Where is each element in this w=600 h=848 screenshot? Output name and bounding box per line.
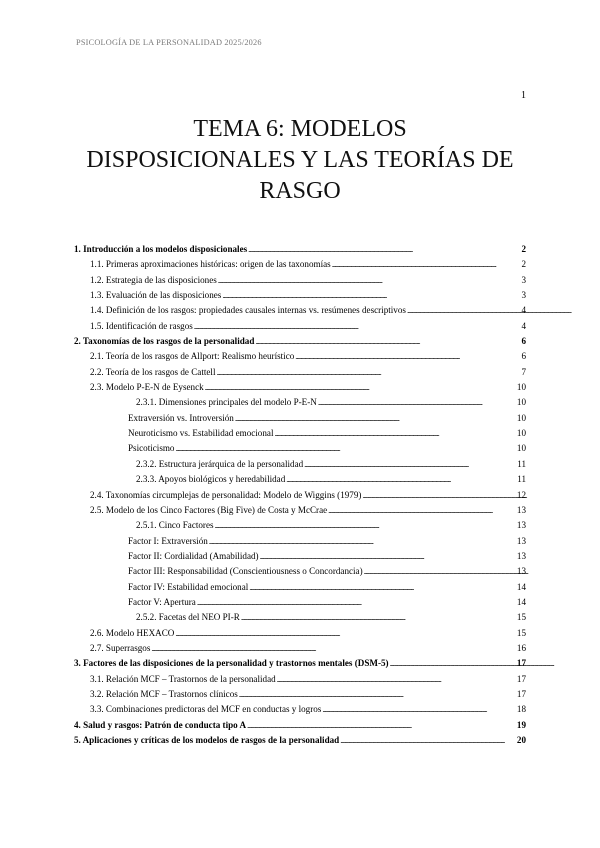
toc-entry[interactable] [74,275,526,290]
toc-entry-page: 13 [516,550,526,561]
toc-entry[interactable] [74,658,526,673]
toc-entry-label: 2.2. Teoría de los rasgos de Cattell [90,366,216,377]
toc-entry-page: 7 [521,366,526,377]
toc-leader-dots [255,336,520,346]
toc-entry-label: 2.7. Superrasgos [90,642,151,653]
title-line: TEMA 6: MODELOS [193,116,407,142]
toc-entry[interactable] [74,520,526,535]
toc-entry-page: 4 [521,320,526,331]
toc-entry-page: 18 [516,704,526,715]
toc-leader-dots [260,551,516,561]
title-line: RASGO [259,178,341,204]
toc-entry-page: 13 [516,520,526,531]
toc-entry-page: 19 [516,719,526,730]
toc-entry[interactable] [74,704,526,719]
toc-entry-label: Extraversión vs. Introversión [128,412,234,423]
toc-entry-label: 2.5. Modelo de los Cinco Factores (Big Five) de Costa y McCrae [90,504,328,515]
toc-entry[interactable] [74,551,526,566]
toc-entry-label: Factor II: Cordialidad (Amabilidad) [128,550,259,561]
toc-entry-label: 1.2. Estrategia de las disposiciones [90,274,217,285]
toc-entry-page: 2 [521,259,526,270]
toc-entry-page: 17 [516,673,526,684]
toc-leader-dots [340,735,516,745]
toc-entry-page: 11 [517,474,526,485]
toc-entry-label: 1. Introducción a los modelos disposicionales [74,244,248,254]
toc-entry[interactable] [74,612,526,627]
toc-entry-page: 6 [521,336,526,347]
title-line: DISPOSICIONALES Y LAS TEORÍAS DE [86,147,514,173]
toc-entry-label: 5. Aplicaciones y críticas de los modelos de rasgos de la personalidad [74,735,340,745]
toc-entry-label: Factor V: Apertura [128,596,196,607]
toc-entry-label: Neuroticismo vs. Estabilidad emocional [128,428,274,439]
toc-entry-page: 20 [516,735,526,745]
toc-entry-label: 2.5.1. Cinco Factores [136,520,214,531]
toc-entry[interactable] [74,566,526,581]
toc-leader-dots [175,628,516,638]
toc-entry-page: 13 [516,566,526,577]
toc-entry[interactable] [74,735,526,750]
toc-entry-page: 10 [516,412,526,423]
toc-leader-dots [286,474,516,484]
toc-entry[interactable] [74,490,526,505]
toc-entry-label: 1.5. Identificación de rasgos [90,320,193,331]
table-of-contents [74,244,526,750]
toc-entry-label: Psicoticismo [128,443,175,454]
toc-entry[interactable] [74,628,526,643]
toc-leader-dots [205,382,516,392]
toc-entry-label: 3.1. Relación MCF – Trastornos de la personalidad [90,673,276,684]
toc-entry-page: 10 [516,428,526,439]
toc-entry-label: 3. Factores de las disposiciones de la personalidad y trastornos mentales (DSM-5) [74,658,389,669]
toc-leader-dots [241,612,516,622]
toc-leader-dots [249,582,516,592]
toc-entry-label: 3.3. Combinaciones predictoras del MCF en conductas y logros [90,704,322,715]
toc-entry-page: 10 [516,397,526,408]
toc-leader-dots [332,259,521,269]
toc-entry[interactable] [74,459,526,474]
toc-leader-dots [209,536,516,546]
document-title [60,114,540,207]
toc-leader-dots [322,704,516,714]
toc-entry-page: 6 [521,351,526,362]
toc-entry[interactable] [74,244,526,259]
toc-entry[interactable] [74,597,526,612]
toc-entry[interactable] [74,305,526,320]
toc-entry[interactable] [74,259,526,274]
toc-leader-dots [197,597,516,607]
toc-entry-page: 10 [516,443,526,454]
toc-entry-page: 15 [516,612,526,623]
toc-entry-label: 2.5.2. Facetas del NEO PI-R [136,612,240,623]
toc-entry[interactable] [74,397,526,412]
toc-entry-page: 15 [516,627,526,638]
toc-entry-label: 2.6. Modelo HEXACO [90,627,175,638]
toc-leader-dots [218,275,521,285]
toc-entry[interactable] [74,536,526,551]
toc-entry[interactable] [74,720,526,735]
toc-entry[interactable] [74,413,526,428]
toc-leader-dots [274,428,515,438]
toc-entry-label: Factor I: Extraversión [128,535,208,546]
toc-entry[interactable] [74,474,526,489]
toc-entry-page: 3 [521,290,526,301]
toc-entry-page: 17 [516,658,526,669]
toc-entry-page: 14 [516,581,526,592]
toc-entry-page: 12 [516,489,526,500]
toc-entry-page: 13 [516,535,526,546]
toc-entry[interactable] [74,443,526,458]
toc-entry-page: 10 [516,382,526,393]
toc-entry-label: 2.4. Taxonomías circumplejas de personalidad: Modelo de Wiggins (1979) [90,489,362,500]
toc-entry[interactable] [74,689,526,704]
toc-leader-dots [407,305,521,315]
toc-entry[interactable] [74,643,526,658]
toc-leader-dots [362,490,515,500]
toc-entry-page: 14 [516,596,526,607]
toc-leader-dots [318,397,516,407]
toc-leader-dots [390,658,516,668]
toc-entry-page: 2 [521,244,526,254]
toc-entry[interactable] [74,582,526,597]
toc-leader-dots [248,244,520,254]
toc-entry-page: 3 [521,274,526,285]
toc-entry[interactable] [74,351,526,366]
toc-entry-label: 1.4. Definición de los rasgos: propiedades causales internas vs. resúmenes descriptivos [90,305,406,316]
toc-leader-dots [295,351,520,361]
toc-leader-dots [216,367,520,377]
toc-entry[interactable] [74,505,526,520]
toc-leader-dots [304,459,516,469]
running-header: PSICOLOGÍA DE LA PERSONALIDAD 2025/2026 [76,38,262,47]
toc-entry[interactable] [74,382,526,397]
toc-leader-dots [247,720,516,730]
toc-entry[interactable] [74,290,526,305]
toc-entry-label: 2.3.1. Dimensiones principales del modelo P-E-N [136,397,317,408]
toc-leader-dots [364,566,516,576]
toc-entry-label: 2. Taxonomías de los rasgos de la personalidad [74,336,255,347]
toc-entry-label: 2.3. Modelo P-E-N de Eysenck [90,382,204,393]
toc-entry-label: 4. Salud y rasgos: Patrón de conducta tipo A [74,719,247,730]
toc-leader-dots [194,321,521,331]
toc-leader-dots [151,643,516,653]
toc-entry[interactable] [74,674,526,689]
toc-leader-dots [222,290,520,300]
toc-leader-dots [235,413,516,423]
toc-entry-label: 2.3.3. Apoyos biológicos y heredabilidad [136,474,286,485]
toc-entry-label: 1.3. Evaluación de las disposiciones [90,290,222,301]
toc-leader-dots [277,674,516,684]
toc-entry[interactable] [74,367,526,382]
toc-entry-label: 3.2. Relación MCF – Trastornos clínicos [90,688,238,699]
toc-entry-page: 17 [516,688,526,699]
toc-entry-page: 4 [521,305,526,316]
toc-leader-dots [215,520,516,530]
toc-entry-page: 11 [517,458,526,469]
toc-entry[interactable] [74,428,526,443]
toc-leader-dots [328,505,516,515]
toc-entry-page: 13 [516,504,526,515]
toc-entry[interactable] [74,321,526,336]
toc-leader-dots [175,443,515,453]
toc-entry-label: 2.3.2. Estructura jerárquica de la personalidad [136,458,304,469]
toc-entry-label: Factor IV: Estabilidad emocional [128,581,249,592]
toc-entry-page: 16 [516,642,526,653]
toc-entry[interactable] [74,336,526,351]
toc-entry-label: 2.1. Teoría de los rasgos de Allport: Realismo heurístico [90,351,295,362]
toc-entry-label: 1.1. Primeras aproximaciones históricas: origen de las taxonomías [90,259,331,270]
page-number: 1 [521,90,526,101]
toc-leader-dots [239,689,516,699]
toc-entry-label: Factor III: Responsabilidad (Conscientiousness o Concordancia) [128,566,363,577]
